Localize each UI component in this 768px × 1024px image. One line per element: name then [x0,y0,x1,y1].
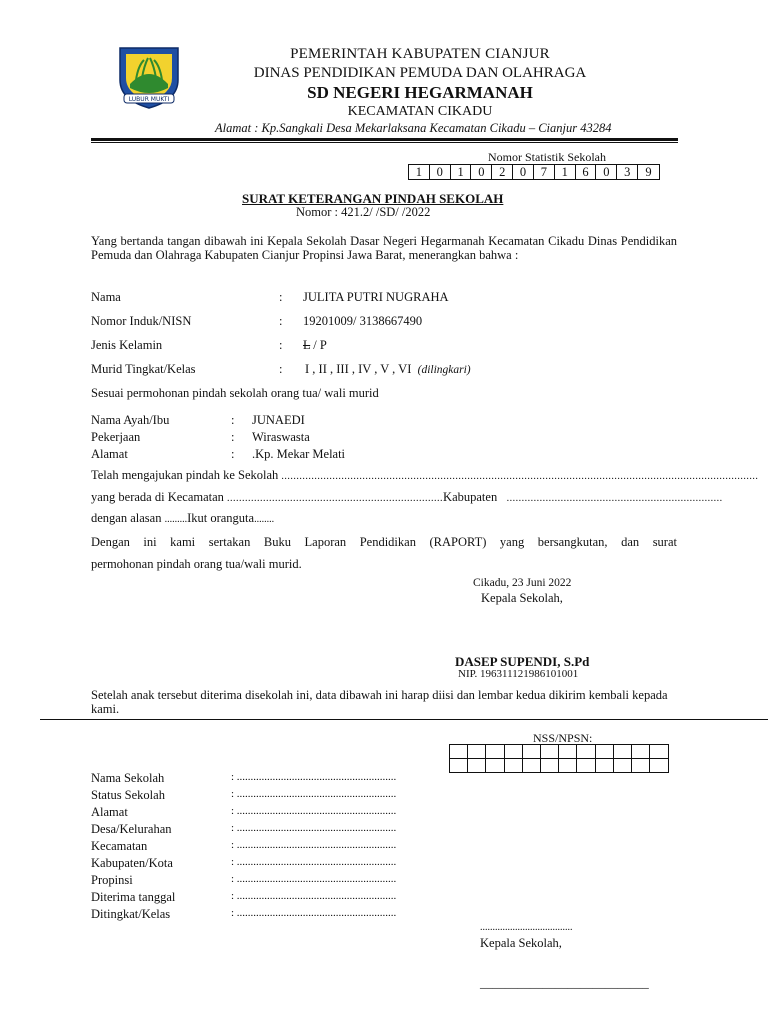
dotted-fill: ......... [164,514,188,525]
receiving-field-label: Alamat [91,805,128,819]
nss-cell[interactable] [577,759,595,772]
nss-cell[interactable] [486,759,504,772]
nss-row [450,745,668,758]
receiving-field-blank[interactable]: : .......................................................... [231,771,397,783]
nss-cell[interactable] [632,745,650,758]
transfer-school-label: Telah mengajukan pindah ke Sekolah [91,468,279,482]
statistic-digit-cell: 6 [576,165,597,179]
nss-cell[interactable] [596,745,614,758]
gender-label: Jenis Kelamin [91,338,163,352]
student-nisn-value: 19201009/ 3138667490 [303,314,423,328]
nss-cell[interactable] [523,745,541,758]
section-divider [40,719,768,720]
receiving-field-blank[interactable]: : .......................................................... [231,890,397,902]
nss-label: NSS/NPSN: [533,731,593,745]
gender-remaining-option: / P [310,338,327,352]
nss-cell[interactable] [541,745,559,758]
header-rule-thick [91,138,678,141]
transfer-district-label: yang berada di Kecamatan [91,490,224,504]
request-note: Sesuai permohonan pindah sekolah orang tua/ wali murid [91,386,379,400]
nss-cell[interactable] [450,745,468,758]
receiving-signer-role: Kepala Sekolah, [480,936,562,950]
nss-cell[interactable] [468,745,486,758]
statistic-number-grid [408,164,660,180]
signer-name: DASEP SUPENDI, S.Pd [455,654,590,669]
receiving-field-blank[interactable]: : .......................................................... [231,788,397,800]
closing-line-2: permohonan pindah orang tua/wali murid. [91,557,302,571]
student-name-value: JULITA PUTRI NUGRAHA [303,290,449,304]
statistic-digit-cell: 7 [534,165,555,179]
statistic-digit-cell: 9 [645,165,652,179]
parent-name-value: JUNAEDI [252,413,305,427]
dotted-fill: ........................................................................ [227,493,444,504]
nss-cell[interactable] [650,759,668,772]
class-values: I , II , III , IV , V , VI [305,362,412,376]
student-nisn-label: Nomor Induk/NISN [91,314,192,328]
receiving-field-label: Nama Sekolah [91,771,165,785]
nss-cell[interactable] [650,745,668,758]
receiving-sign-dots: ..................................... [480,922,573,933]
receiving-field-label: Propinsi [91,873,133,887]
closing-line-1: Dengan ini kami sertakan Buku Laporan Pendidikan (RAPORT) yang bersangkutan, dan surat [91,535,677,549]
dotted-fill: ........................................................................ [506,493,723,504]
nss-cell[interactable] [468,759,486,772]
receiving-field-label: Status Sekolah [91,788,165,802]
parent-job-value: Wiraswasta [252,430,310,444]
colon: : [279,338,283,352]
nss-cell[interactable] [486,745,504,758]
header-rule-thin [91,142,678,143]
receiving-field-blank[interactable]: : .......................................................... [231,856,397,868]
parent-address-value: .Kp. Mekar Melati [252,447,346,461]
intro-paragraph: Yang bertanda tangan dibawah ini Kepala Sekolah Dasar Negeri Hegarmanah Kecamatan Cikadu Dinas Pendidikan Pemuda dan Olahraga Kabupaten Cianjur Propinsi Jawa Barat, menerangkan bahwa : [91,234,677,262]
regency-logo-icon [116,44,182,110]
gender-value [303,338,327,353]
statistic-digit-cell: 1 [409,165,430,179]
nss-cell[interactable] [596,759,614,772]
class-options [305,362,471,377]
svg-text:LUBUR MUKTI: LUBUR MUKTI [128,96,170,103]
government-heading: PEMERINTAH KABUPATEN CIANJUR [290,46,550,62]
nss-cell[interactable] [559,745,577,758]
statistic-digit-cell: 1 [451,165,472,179]
district-heading: KECAMATAN CIKADU [347,104,493,119]
nss-cell[interactable] [632,759,650,772]
gender-struck-option: L [303,338,311,352]
school-address: Alamat : Kp.Sangkali Desa Mekarlaksana Kecamatan Cikadu – Cianjur 43284 [215,121,612,135]
nss-row [450,758,668,772]
parent-job-label: Pekerjaan [91,430,141,444]
nss-cell[interactable] [523,759,541,772]
receiving-field-blank[interactable]: : .......................................................... [231,839,397,851]
colon: : [231,430,235,444]
receiving-field-blank[interactable]: : .......................................................... [231,805,397,817]
receiving-field-label: Kabupaten/Kota [91,856,173,870]
department-heading: DINAS PENDIDIKAN PEMUDA DAN OLAHRAGA [253,65,587,81]
dotted-fill: ........ [254,514,275,525]
nss-cell[interactable] [559,759,577,772]
statistic-digit-cell: 0 [430,165,451,179]
nss-cell[interactable] [614,759,632,772]
nss-cell[interactable] [541,759,559,772]
transfer-reason-line [91,511,274,526]
receiving-field-blank[interactable]: : .......................................................... [231,822,397,834]
student-name-label: Nama [91,290,121,304]
nss-cell[interactable] [505,759,523,772]
receiving-field-label: Ditingkat/Kelas [91,907,171,921]
statistic-digit-cell: 0 [513,165,534,179]
receiving-field-label: Diterima tanggal [91,890,176,904]
return-note: Setelah anak tersebut diterima disekolah ini, data dibawah ini harap diisi dan lembar kedua dikirim kembali kepada kami. [91,688,668,716]
transfer-reason-value: Ikut oranguta [187,511,255,525]
statistic-digit-cell: 3 [617,165,638,179]
statistic-digit-cell: 1 [555,165,576,179]
signer-nip: NIP. 196311121986101001 [458,668,579,680]
nss-npsn-grid [449,744,669,773]
receiving-signature-line: ___________________________ [480,976,649,990]
colon: : [231,413,235,427]
nss-cell[interactable] [577,745,595,758]
letter-number: Nomor : 421.2/ /SD/ /2022 [296,205,431,219]
parent-address-label: Alamat [91,447,128,461]
receiving-field-label: Desa/Kelurahan [91,822,172,836]
class-label: Murid Tingkat/Kelas [91,362,196,376]
transfer-reason-label: dengan alasan [91,511,162,525]
school-name: SD NEGERI HEGARMANAH [307,83,533,102]
statistic-digit-cell: 2 [492,165,513,179]
colon: : [279,290,283,304]
place-date: Cikadu, 23 Juni 2022 [473,577,572,589]
transfer-location-line [91,490,723,505]
class-note: (dilingkari) [417,364,471,376]
colon: : [231,447,235,461]
statistic-digit-cell: 0 [471,165,492,179]
transfer-school-line [91,468,759,483]
receiving-field-label: Kecamatan [91,839,148,853]
nss-cell[interactable] [505,745,523,758]
receiving-field-blank[interactable]: : .......................................................... [231,907,397,919]
nss-cell[interactable] [450,759,468,772]
parent-name-label: Nama Ayah/Ibu [91,413,170,427]
statistic-digit-cell: 0 [596,165,617,179]
letter-title: SURAT KETERANGAN PINDAH SEKOLAH [242,191,504,206]
signer-role: Kepala Sekolah, [481,591,563,605]
nss-cell[interactable] [614,745,632,758]
statistic-label: Nomor Statistik Sekolah [488,150,606,164]
colon: : [279,362,283,376]
dotted-fill: ............................................................................................................................................................... [281,471,759,482]
colon: : [279,314,283,328]
receiving-field-blank[interactable]: : .......................................................... [231,873,397,885]
transfer-regency-label: Kabupaten [443,490,498,504]
